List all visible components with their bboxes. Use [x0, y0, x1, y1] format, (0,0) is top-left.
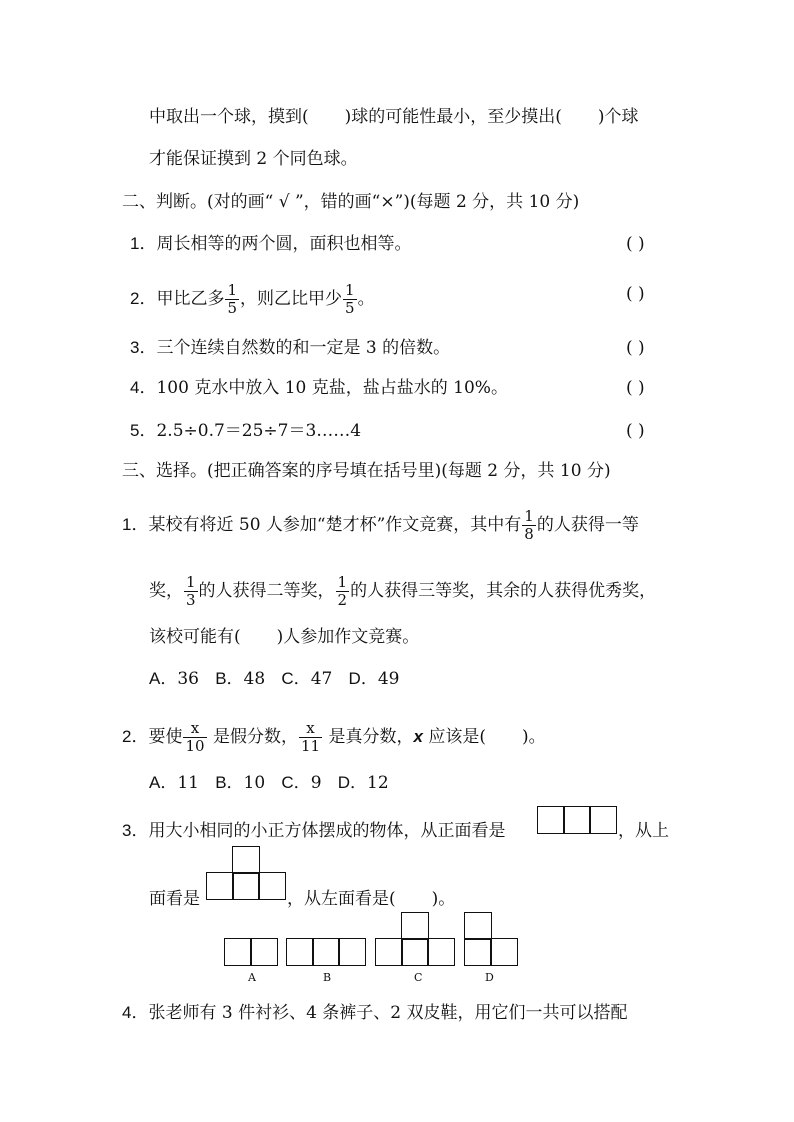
- question-text: 是真分数，: [323, 727, 414, 747]
- item-number: 3．: [122, 821, 149, 840]
- option-label[interactable]: B．: [215, 773, 244, 792]
- question-text: 的人获得二等奖，: [198, 581, 335, 601]
- choice-q3-line-1: [122, 820, 505, 842]
- choice-q3-line-2-tail: [287, 888, 455, 910]
- question-text: 应该是(: [422, 727, 486, 747]
- question-text: ，从左面看是(: [287, 889, 396, 909]
- choice-q1-line-1: [122, 508, 639, 543]
- item-number: 4．: [130, 378, 157, 397]
- option-label[interactable]: A．: [149, 773, 178, 792]
- answer-paren[interactable]: ( ): [626, 378, 645, 398]
- item-text: 甲比乙多: [156, 289, 225, 309]
- answer-paren[interactable]: ( ): [626, 284, 645, 304]
- fraction: $\frac{1}{5}$: [227, 281, 238, 317]
- judge-item-3: [130, 337, 450, 359]
- fraction: $\frac{x}{10}$: [185, 719, 205, 755]
- choice-q3-line-1-tail: ，从上: [618, 821, 669, 841]
- question-text: 的人获得三等奖，其余的人获得优秀奖，: [350, 581, 657, 601]
- section-2-title: 二、判断。(对的画“ √ ”，错的画“×”)(每题 2 分，共 10 分): [122, 192, 580, 212]
- item-text: 2.5÷0.7＝25÷7＝3……4: [156, 421, 362, 441]
- option-figure-d[interactable]: [464, 912, 518, 966]
- option-value: 48: [243, 669, 266, 689]
- answer-paren[interactable]: ( ): [626, 421, 645, 441]
- judge-item-5: [130, 420, 361, 442]
- item-number: 2．: [130, 289, 157, 308]
- answer-paren[interactable]: ( ): [626, 338, 645, 358]
- choice-q2-line-1: [122, 720, 546, 755]
- option-figure-c[interactable]: [375, 912, 455, 966]
- section-3-title: 三、选择。(把正确答案的序号填在括号里)(每题 2 分，共 10 分): [122, 461, 611, 481]
- question-text: )。: [431, 889, 456, 909]
- question-text: )人参加作文竞赛。: [276, 627, 420, 647]
- choice-q1-options: [149, 668, 399, 690]
- question-text: 的人获得一等: [536, 515, 639, 535]
- item-text: 100 克水中放入 10 克盐，盐占盐水的 10%。: [156, 378, 508, 398]
- item-number: 1．: [130, 234, 157, 253]
- intro-text: )个球: [597, 107, 639, 127]
- intro-line-2: 才能保证摸到 2 个同色球。: [149, 149, 358, 169]
- front-view-figure: [537, 806, 617, 834]
- option-value: 11: [177, 773, 199, 793]
- option-label[interactable]: C．: [281, 773, 311, 792]
- judge-item-1: [130, 233, 411, 255]
- item-text: 三个连续自然数的和一定是 3 的倍数。: [156, 338, 451, 358]
- option-value: 12: [367, 773, 389, 793]
- question-text: 要使: [148, 727, 183, 747]
- option-figure-label: C: [414, 971, 423, 984]
- question-text: )。: [521, 727, 546, 747]
- option-label[interactable]: B．: [215, 669, 244, 688]
- fraction: $\frac{1}{2}$: [337, 573, 348, 609]
- option-label[interactable]: A．: [149, 669, 178, 688]
- answer-paren[interactable]: ( ): [626, 234, 645, 254]
- choice-q1-line-3: [149, 626, 419, 648]
- choice-q4-line-1: [122, 1002, 628, 1024]
- option-figure-label: D: [485, 971, 494, 984]
- intro-text: 中取出一个球，摸到(: [149, 107, 309, 127]
- fraction: $\frac{1}{3}$: [186, 573, 196, 609]
- option-label[interactable]: D．: [337, 773, 368, 792]
- fraction: $\frac{1}{8}$: [524, 507, 534, 543]
- top-view-figure: [206, 846, 286, 900]
- question-text: 面看是: [149, 889, 200, 909]
- question-text: 奖，: [149, 581, 183, 601]
- item-text: 周长相等的两个圆，面积也相等。: [156, 234, 412, 254]
- question-text: 该校可能有(: [149, 627, 241, 647]
- judge-item-2: [130, 282, 375, 317]
- item-text: ，则乙比甲少: [240, 289, 343, 309]
- option-figure-a[interactable]: [224, 938, 278, 966]
- choice-q1-line-2: [149, 574, 656, 609]
- item-number: 4．: [122, 1003, 149, 1022]
- option-label[interactable]: D．: [348, 669, 378, 688]
- fraction: $\frac{1}{5}$: [345, 281, 355, 317]
- choice-q3-line-2: [149, 888, 200, 910]
- option-label[interactable]: C．: [281, 669, 311, 688]
- item-number: 1．: [122, 515, 149, 534]
- fraction: $\frac{x}{11}$: [300, 719, 321, 755]
- item-number: 2．: [122, 727, 149, 746]
- option-value: 49: [377, 669, 400, 689]
- option-value: 47: [310, 669, 333, 689]
- option-value: 9: [310, 773, 322, 793]
- option-value: 36: [177, 669, 199, 689]
- option-value: 10: [243, 773, 266, 793]
- item-number: 3．: [130, 338, 157, 357]
- intro-text: )球的可能性最小，至少摸出(: [344, 107, 562, 127]
- question-text: 是假分数，: [207, 727, 298, 747]
- option-figure-label: A: [248, 971, 256, 984]
- intro-line-1: [149, 106, 639, 128]
- question-text: 某校有将近 50 人参加“楚才杯”作文竞赛，其中有: [148, 515, 522, 535]
- question-text: 用大小相同的小正方体摆成的物体，从正面看是: [148, 821, 506, 841]
- variable-x: x: [413, 727, 423, 746]
- option-figure-label: B: [323, 971, 332, 984]
- question-text: 张老师有 3 件衬衫、4 条裤子、2 双皮鞋，用它们一共可以搭配: [148, 1003, 628, 1023]
- judge-item-4: [130, 377, 508, 399]
- option-figure-b[interactable]: [286, 938, 366, 966]
- item-number: 5．: [130, 421, 157, 440]
- choice-q2-options: [149, 772, 389, 794]
- item-text: 。: [357, 289, 375, 309]
